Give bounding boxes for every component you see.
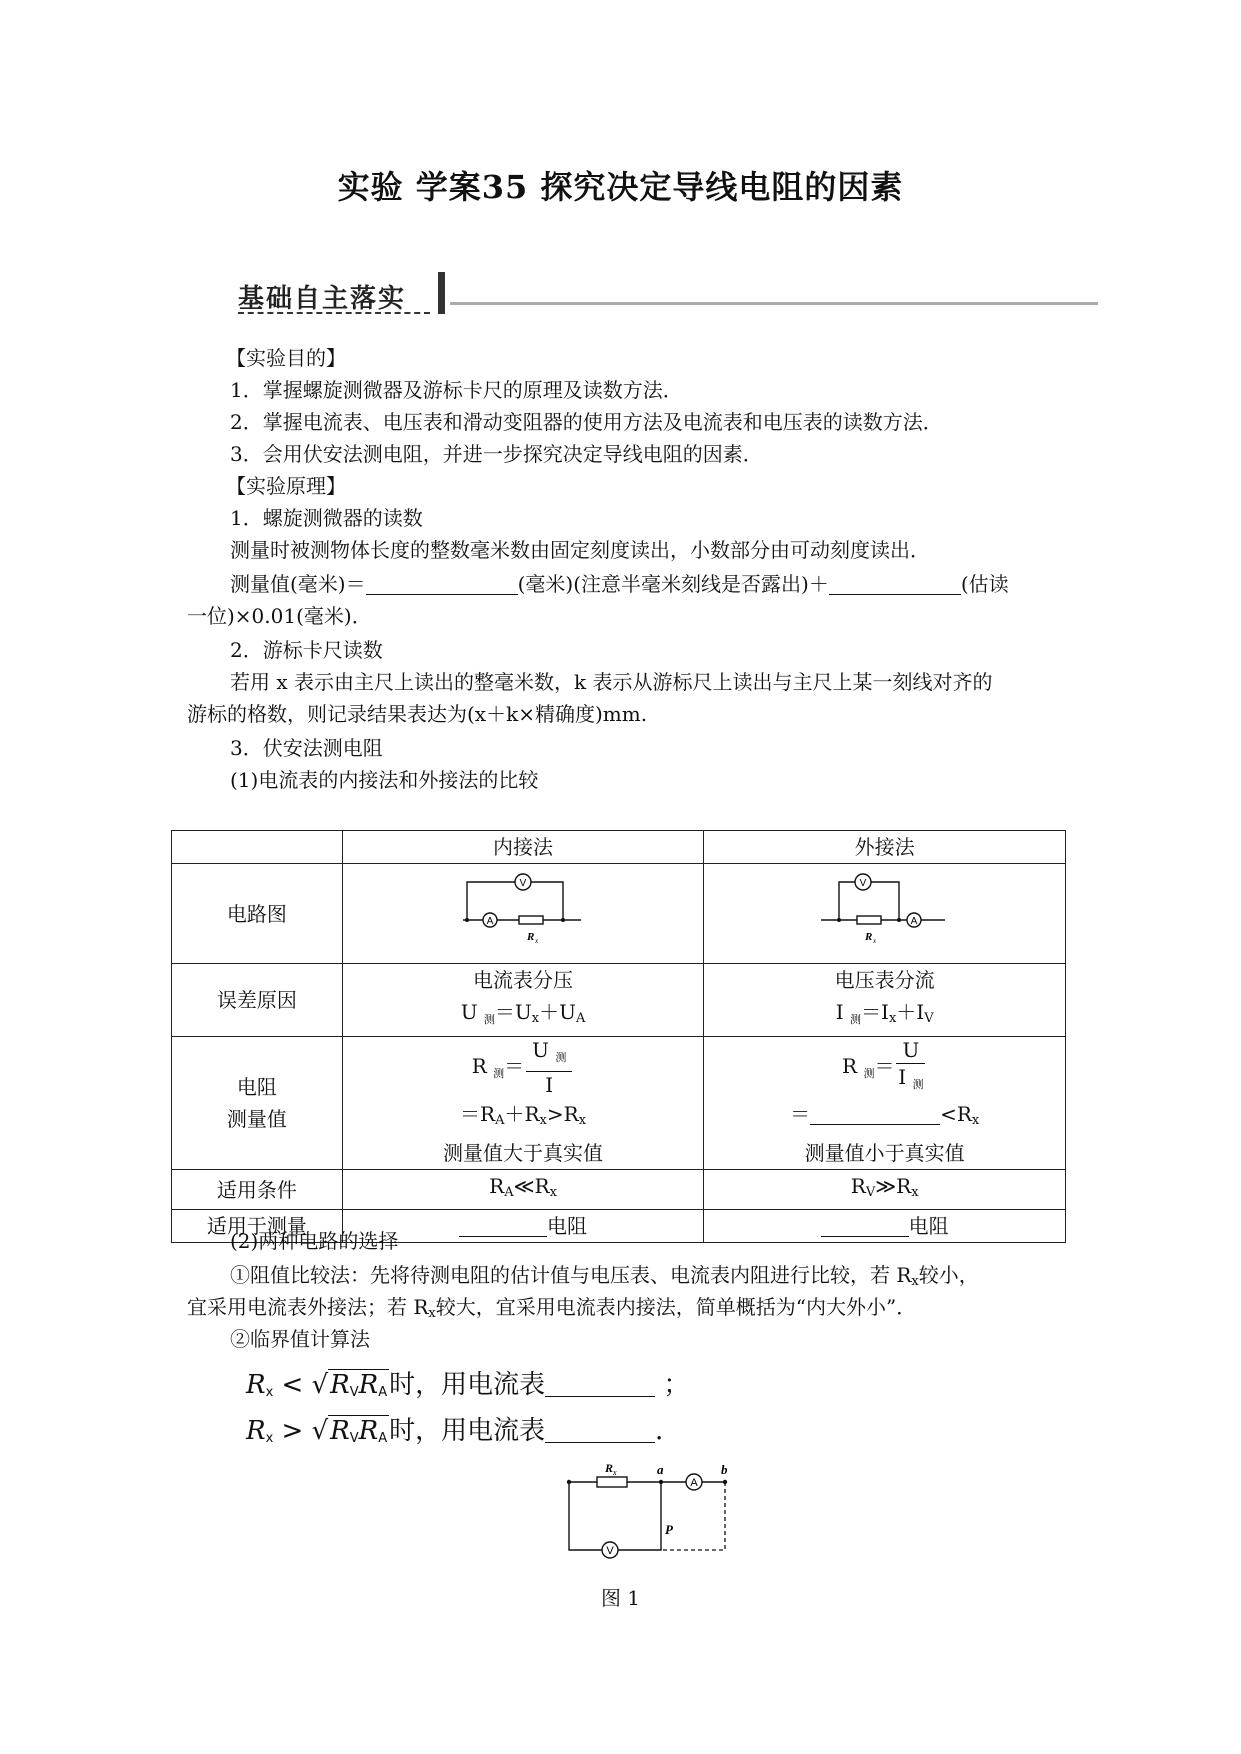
row-label-value-a: 电阻 — [236, 1075, 277, 1099]
circuit-figure-1 — [555, 1456, 755, 1574]
resistor-label: R — [605, 1461, 614, 1475]
resistor-label: R — [864, 931, 873, 943]
principle-2-text-cont: 游标的格数，则记录结果表达为(x＋k×精确度)mm. — [187, 702, 648, 726]
inner-error-cell — [342, 964, 704, 1037]
method-1-text: ①阻值比较法：先将待测电阻的估计值与电压表、电流表内阻进行比较，若 $R_x$较小， — [230, 1263, 979, 1289]
principle-2-text: 若用 x 表示由主尺上读出的整毫米数，k 表示从游标尺上读出与主尺上某一刻线对齐的 — [230, 670, 993, 694]
inner-circuit-cell — [342, 864, 704, 964]
resistor-label-sub: x — [535, 937, 539, 945]
banner-text: 基础自主落实 — [238, 284, 407, 314]
principle-2-heading: 2．游标卡尺读数 — [230, 638, 383, 662]
row-label-error: 误差原因 — [172, 964, 343, 1037]
table-header-inner: 内接法 — [342, 831, 704, 864]
fill-blank[interactable] — [829, 574, 961, 595]
comparison-table — [171, 830, 1066, 1243]
banner-rule — [450, 302, 1098, 305]
inner-value-cell — [342, 1037, 704, 1170]
voltmeter-symbol: V — [519, 878, 527, 889]
method-2-heading: ②临界值计算法 — [230, 1327, 370, 1351]
purpose-item: 1．掌握螺旋测微器及游标卡尺的原理及读数方法． — [230, 378, 683, 402]
principle-3-sub2: (2)两种电路的选择 — [230, 1229, 399, 1253]
critical-condition-2: $R_x > √R_VR_A$时，用电流表 ． — [246, 1416, 682, 1446]
inner-condition: $R_A≪R_x$ — [342, 1170, 704, 1210]
row-label-circuit: 电路图 — [172, 864, 343, 964]
voltmeter-symbol: V — [606, 1545, 614, 1557]
ammeter-symbol: A — [486, 916, 494, 927]
node-p-label: P — [665, 1522, 673, 1537]
inner-error-formula: U $_测=U_x+U_A$ — [460, 1000, 586, 1026]
section-banner — [238, 272, 1098, 320]
inner-value-result: $=R_A+R_x>R_x$ — [460, 1102, 587, 1128]
principle-1-text: 测量时被测物体长度的整数毫米数由固定刻度读出，小数部分由可动刻度读出． — [230, 538, 930, 562]
principle-3-heading: 3．伏安法测电阻 — [230, 736, 383, 760]
inner-value-fraction: R $_测$＝ $\frac{U _测}{I}$ — [343, 1037, 704, 1098]
resistor-label: R — [527, 931, 535, 943]
fill-blank[interactable] — [545, 1372, 655, 1397]
outer-error-text: 电压表分流 — [834, 968, 935, 992]
outer-condition: $R_V≫R_x$ — [704, 1170, 1066, 1210]
node-a-label: a — [657, 1462, 664, 1477]
row-label-use: 适用于测量 — [172, 1210, 343, 1243]
outer-value-note: 测量值小于真实值 — [804, 1141, 965, 1165]
formula-part: 测量值(毫米)＝ — [230, 572, 366, 596]
outer-circuit-cell — [704, 864, 1066, 964]
inner-use: 电阻 — [342, 1210, 704, 1243]
fill-blank[interactable] — [459, 1216, 547, 1237]
principle-1-formula-cont: 一位)×0.01(毫米)． — [187, 604, 372, 628]
inner-value-note: 测量值大于真实值 — [443, 1141, 604, 1165]
resistor-label-sub: x — [613, 1468, 617, 1477]
principle-1-heading: 1．螺旋测微器的读数 — [230, 506, 423, 530]
outer-value-result: ＝ $<R_x$ — [790, 1102, 980, 1128]
formula-part: (毫米)(注意半毫米刻线是否露出)＋ — [517, 572, 829, 596]
outer-error-formula: I $_测=I_x+I_V$ — [835, 1000, 934, 1026]
fill-blank[interactable] — [366, 574, 518, 595]
outer-use: 电阻 — [704, 1210, 1066, 1243]
purpose-heading: 【实验目的】 — [226, 346, 346, 370]
fill-blank[interactable] — [545, 1418, 655, 1443]
table-header-outer: 外接法 — [704, 831, 1066, 864]
resistor-label-sub: x — [872, 937, 876, 945]
voltmeter-symbol: V — [859, 878, 867, 889]
fill-blank[interactable] — [821, 1216, 909, 1237]
table-corner — [172, 831, 343, 864]
principle-heading: 【实验原理】 — [226, 474, 346, 498]
inner-connection-diagram — [453, 868, 593, 950]
outer-connection-diagram — [815, 868, 955, 950]
row-label-value-b: 测量值 — [226, 1107, 287, 1131]
row-label-condition: 适用条件 — [172, 1170, 343, 1210]
method-1-text-cont: 宜采用电流表外接法；若 $R_x$较大，宜采用电流表内接法，简单概括为“内大外小”． — [187, 1295, 917, 1321]
banner-underline — [238, 312, 430, 314]
ammeter-symbol: A — [690, 1477, 698, 1489]
purpose-item: 2．掌握电流表、电压表和滑动变阻器的使用方法及电流表和电压表的读数方法． — [230, 410, 943, 434]
row-label-value — [172, 1037, 343, 1170]
principle-3-sub1: (1)电流表的内接法和外接法的比较 — [230, 768, 539, 792]
formula-part: (估读 — [960, 572, 1009, 596]
outer-error-cell — [704, 964, 1066, 1037]
critical-condition-1: $R_x < √R_VR_A$时，用电流表 ； — [246, 1370, 690, 1400]
outer-value-cell — [704, 1037, 1066, 1170]
figure-caption: 图 1 — [600, 1586, 641, 1610]
purpose-item: 3．会用伏安法测电阻，并进一步探究决定导线电阻的因素． — [230, 442, 763, 466]
fill-blank[interactable] — [810, 1104, 940, 1125]
ammeter-symbol: A — [910, 916, 918, 927]
node-b-label: b — [721, 1462, 728, 1477]
outer-value-fraction: R $_测$＝ $\frac{U}{I _测}$ — [842, 1038, 924, 1091]
inner-error-text: 电流表分压 — [473, 968, 574, 992]
page-title: 实验 学案35 探究决定导线电阻的因素 — [337, 168, 904, 206]
principle-1-formula — [230, 571, 1009, 597]
banner-bar — [438, 272, 445, 314]
